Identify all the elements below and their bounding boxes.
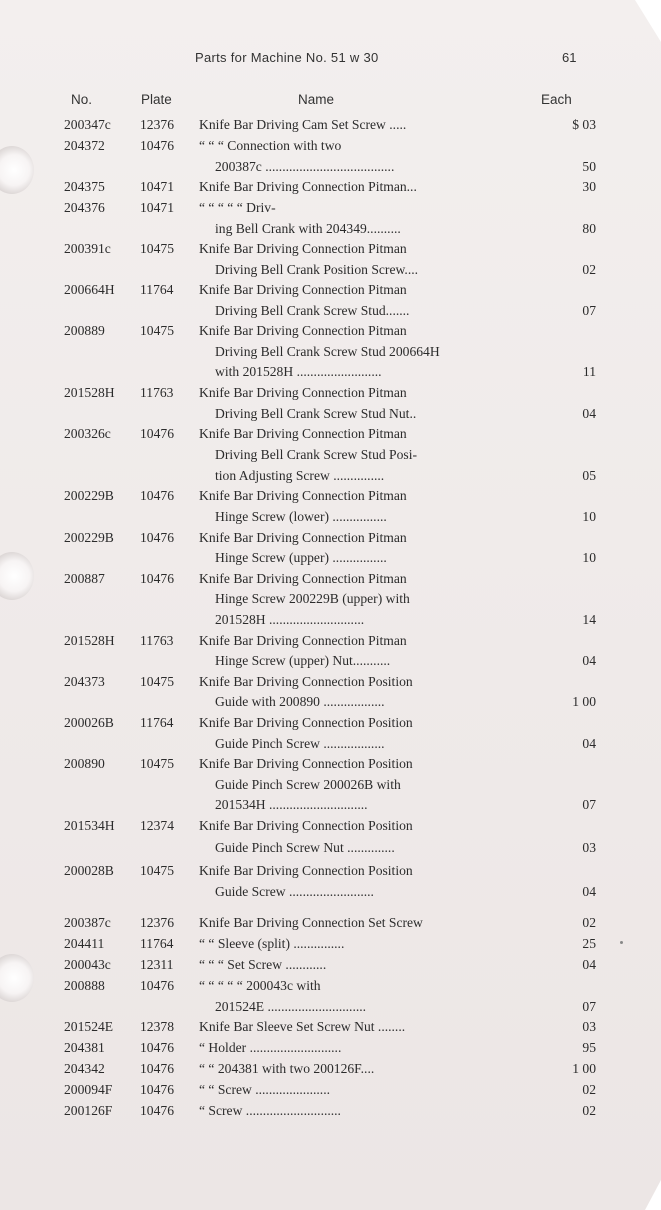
plate-number: 10476 <box>140 488 174 503</box>
part-name: Knife Bar Driving Connection Pitman <box>199 530 407 545</box>
part-name: “ “ “ “ “ Driv- <box>199 200 276 215</box>
plate-number: 10476 <box>140 1040 174 1055</box>
plate-number: 10476 <box>140 1082 174 1097</box>
binder-hole-bottom <box>0 954 34 1002</box>
plate-number: 10476 <box>140 1103 174 1118</box>
part-name: Knife Bar Driving Connection Position <box>199 818 413 833</box>
part-name: Hinge Screw 200229B (upper) with <box>215 591 410 606</box>
part-price: 04 <box>582 884 596 899</box>
page-number: 61 <box>562 50 577 65</box>
part-name: Knife Bar Driving Connection Set Screw <box>199 915 423 930</box>
plate-number: 10475 <box>140 863 174 878</box>
binder-hole-top <box>0 146 34 194</box>
col-each: Each <box>541 92 572 107</box>
plate-number: 10476 <box>140 138 174 153</box>
part-number: 204373 <box>64 674 105 689</box>
part-price: 10 <box>582 550 596 565</box>
part-number: 200887 <box>64 571 105 586</box>
plate-number: 10476 <box>140 530 174 545</box>
part-number: 201528H <box>64 385 115 400</box>
plate-number: 11764 <box>140 282 174 297</box>
part-name: Knife Bar Driving Connection Position <box>199 756 413 771</box>
part-number: 200326c <box>64 426 111 441</box>
part-price: 04 <box>582 653 596 668</box>
part-name: “ “ “ Connection with two <box>199 138 342 153</box>
plate-number: 11763 <box>140 385 174 400</box>
part-price: 04 <box>582 736 596 751</box>
part-name: “ “ 204381 with two 200126F.... <box>199 1061 375 1076</box>
part-number: 201524E <box>64 1019 114 1034</box>
part-price: 30 <box>582 179 596 194</box>
part-price: 50 <box>582 159 596 174</box>
part-price: 05 <box>582 468 596 483</box>
part-number: 200229B <box>64 530 114 545</box>
plate-number: 12311 <box>140 957 174 972</box>
part-price: 03 <box>582 840 596 855</box>
part-name: Guide Pinch Screw 200026B with <box>215 777 401 792</box>
part-name: Knife Bar Sleeve Set Screw Nut ........ <box>199 1019 406 1034</box>
part-name: Driving Bell Crank Screw Stud....... <box>215 303 410 318</box>
part-number: 200889 <box>64 323 105 338</box>
part-number: 200391c <box>64 241 111 256</box>
page-header <box>0 50 661 70</box>
part-name: with 201528H ......................... <box>215 364 382 379</box>
part-name: “ “ “ Set Screw ............ <box>199 957 327 972</box>
plate-number: 11763 <box>140 633 174 648</box>
part-number: 200026B <box>64 715 114 730</box>
col-name: Name <box>298 92 335 107</box>
plate-number: 12376 <box>140 915 174 930</box>
part-price: 10 <box>582 509 596 524</box>
part-number: 200043c <box>64 957 111 972</box>
part-number: 200347c <box>64 117 111 132</box>
plate-number: 10471 <box>140 179 174 194</box>
part-price: 04 <box>582 957 596 972</box>
folded-corner-bottom <box>645 1180 661 1210</box>
part-number: 204375 <box>64 179 105 194</box>
part-price: 14 <box>582 612 596 627</box>
part-name: Knife Bar Driving Connection Pitman <box>199 633 407 648</box>
part-price: 02 <box>582 915 596 930</box>
part-number: 200890 <box>64 756 105 771</box>
part-name: Knife Bar Driving Connection Pitman <box>199 426 407 441</box>
part-name: tion Adjusting Screw ............... <box>215 468 385 483</box>
part-name: Knife Bar Driving Connection Position <box>199 715 413 730</box>
part-name: “ “ Sleeve (split) ............... <box>199 936 345 951</box>
plate-number: 10471 <box>140 200 174 215</box>
part-name: “ Holder ........................... <box>199 1040 342 1055</box>
part-number: 204372 <box>64 138 105 153</box>
plate-number: 12374 <box>140 818 174 833</box>
part-price: 07 <box>582 999 596 1014</box>
part-name: Driving Bell Crank Position Screw.... <box>215 262 419 277</box>
part-number: 200126F <box>64 1103 113 1118</box>
plate-number: 10476 <box>140 978 174 993</box>
plate-number: 10475 <box>140 323 174 338</box>
part-name: Knife Bar Driving Cam Set Screw ..... <box>199 117 407 132</box>
folded-corner-top <box>635 0 661 42</box>
part-number: 200094F <box>64 1082 113 1097</box>
plate-number: 11764 <box>140 936 174 951</box>
plate-number: 10476 <box>140 426 174 441</box>
part-price: 07 <box>582 797 596 812</box>
plate-number: 11764 <box>140 715 174 730</box>
part-name: Hinge Screw (upper) ................ <box>215 550 387 565</box>
part-price: 11 <box>582 364 596 379</box>
part-name: ing Bell Crank with 204349.......... <box>215 221 401 236</box>
part-name: Hinge Screw (lower) ................ <box>215 509 387 524</box>
part-name: 201534H ............................. <box>215 797 368 812</box>
page-title: Parts for Machine No. 51 w 30 <box>195 50 379 65</box>
part-name: Knife Bar Driving Connection Pitman... <box>199 179 417 194</box>
part-name: Guide Pinch Screw Nut .............. <box>215 840 395 855</box>
part-price: 1 00 <box>572 1061 596 1076</box>
part-number: 204381 <box>64 1040 105 1055</box>
part-name: Knife Bar Driving Connection Position <box>199 863 413 878</box>
part-name: Knife Bar Driving Connection Pitman <box>199 282 407 297</box>
part-number: 200387c <box>64 915 111 930</box>
part-name: “ “ “ “ “ 200043c with <box>199 978 321 993</box>
part-name: Knife Bar Driving Connection Pitman <box>199 241 407 256</box>
part-price: 80 <box>582 221 596 236</box>
part-number: 204411 <box>64 936 105 951</box>
part-name: Driving Bell Crank Screw Stud Posi- <box>215 447 418 462</box>
plate-number: 10475 <box>140 241 174 256</box>
plate-number: 10475 <box>140 756 174 771</box>
part-name: 201528H ............................ <box>215 612 365 627</box>
part-name: Guide with 200890 .................. <box>215 694 385 709</box>
part-name: Driving Bell Crank Screw Stud Nut.. <box>215 406 417 421</box>
part-price: 02 <box>582 1103 596 1118</box>
part-number: 200664H <box>64 282 115 297</box>
col-plate: Plate <box>141 92 172 107</box>
plate-number: 12376 <box>140 117 174 132</box>
part-price: 02 <box>582 262 596 277</box>
part-number: 201534H <box>64 818 115 833</box>
part-name: 201524E ............................. <box>215 999 367 1014</box>
part-name: Knife Bar Driving Connection Position <box>199 674 413 689</box>
part-number: 200028B <box>64 863 114 878</box>
part-price: 1 00 <box>572 694 596 709</box>
part-number: 200888 <box>64 978 105 993</box>
plate-number: 12378 <box>140 1019 174 1034</box>
part-price: 07 <box>582 303 596 318</box>
part-name: Knife Bar Driving Connection Pitman <box>199 488 407 503</box>
part-price: 03 <box>582 1019 596 1034</box>
part-number: 204342 <box>64 1061 105 1076</box>
part-name: Knife Bar Driving Connection Pitman <box>199 571 407 586</box>
part-price: 02 <box>582 1082 596 1097</box>
part-name: Knife Bar Driving Connection Pitman <box>199 323 407 338</box>
plate-number: 10476 <box>140 571 174 586</box>
part-name: “ “ Screw ...................... <box>199 1082 330 1097</box>
part-name: Knife Bar Driving Connection Pitman <box>199 385 407 400</box>
part-number: 204376 <box>64 200 105 215</box>
plate-number: 10475 <box>140 674 174 689</box>
column-headers <box>0 92 661 112</box>
part-name: “ Screw ............................ <box>199 1103 341 1118</box>
plate-number: 10476 <box>140 1061 174 1076</box>
part-name: 200387c ...................................... <box>215 159 395 174</box>
part-name: Guide Pinch Screw .................. <box>215 736 385 751</box>
part-number: 200229B <box>64 488 114 503</box>
part-price: 95 <box>582 1040 596 1055</box>
part-name: Guide Screw ......................... <box>215 884 374 899</box>
part-price: 25 <box>582 936 596 951</box>
col-no: No. <box>71 92 93 107</box>
part-name: Hinge Screw (upper) Nut........... <box>215 653 391 668</box>
part-price: 04 <box>582 406 596 421</box>
part-name: Driving Bell Crank Screw Stud 200664H <box>215 344 440 359</box>
part-number: 201528H <box>64 633 115 648</box>
binder-hole-middle <box>0 552 34 600</box>
ink-speck <box>620 941 623 944</box>
part-price: $ 03 <box>572 117 596 132</box>
